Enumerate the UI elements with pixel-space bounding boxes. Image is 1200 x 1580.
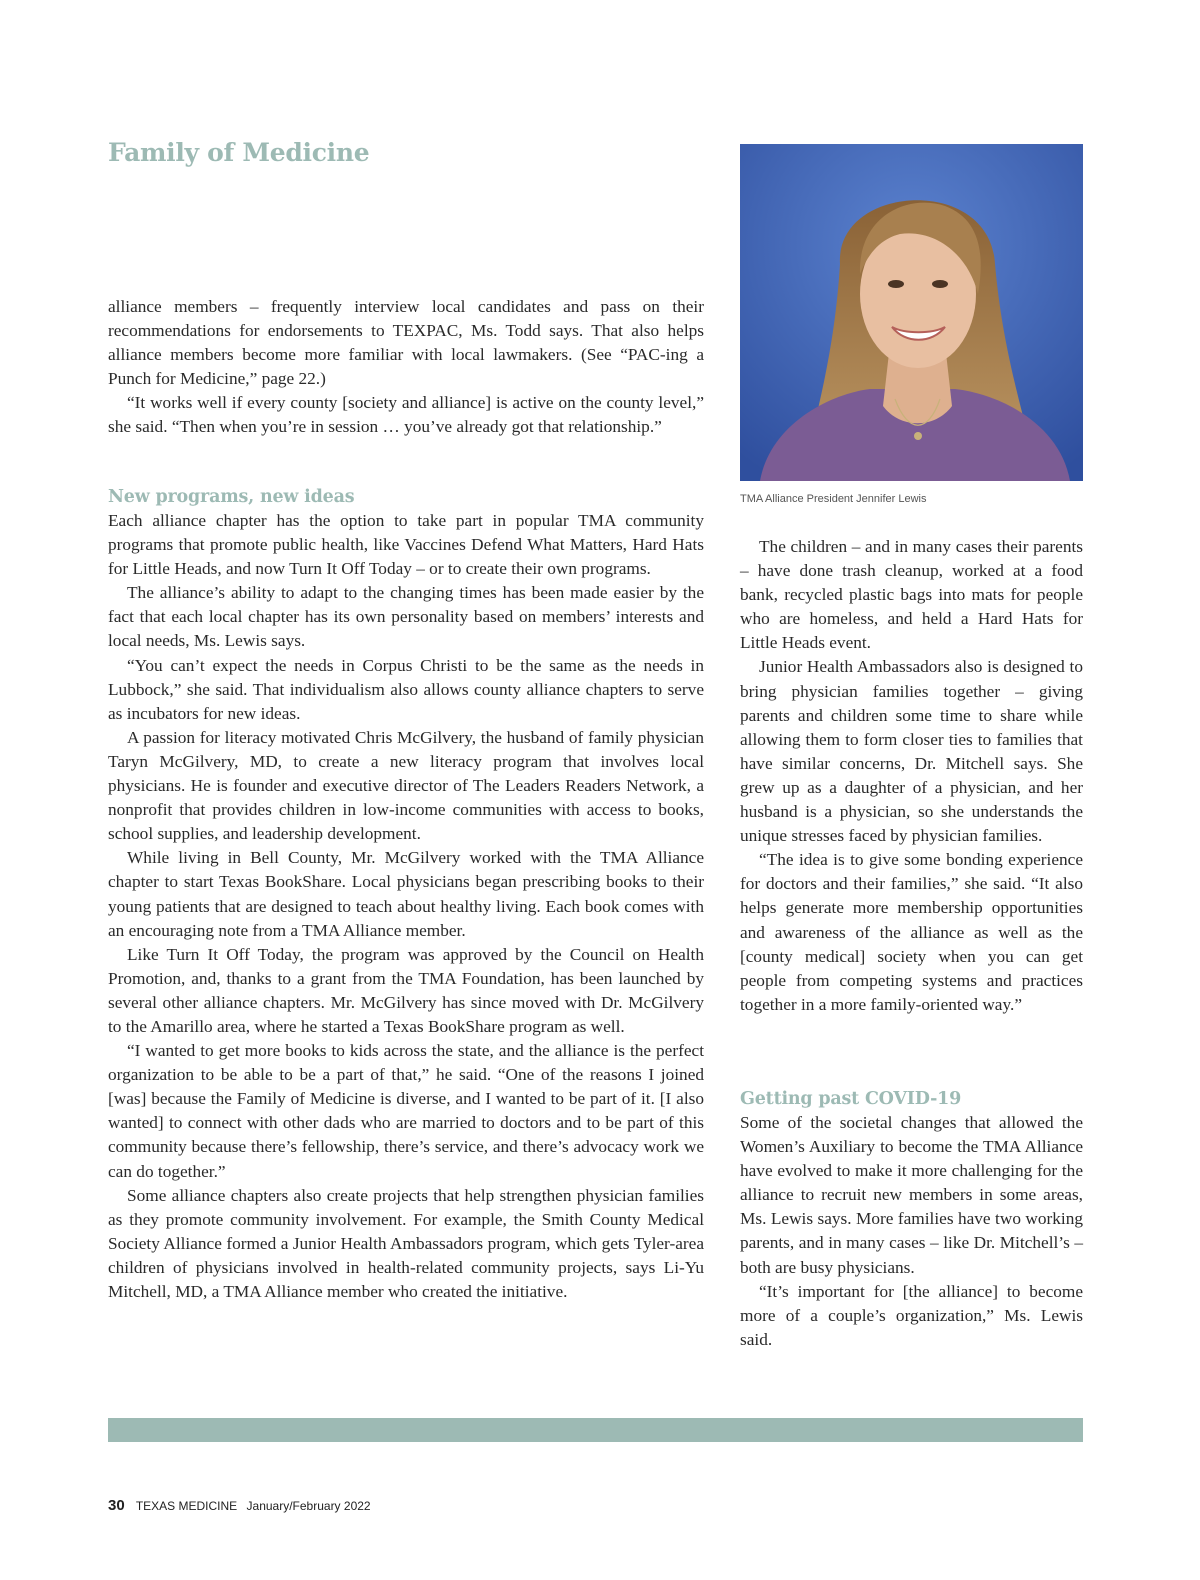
body-paragraph: “You can’t expect the needs in Corpus Christi to be the same as the needs in Lubbock,” she said. That individualism also allows county alliance chapters to serve as incubators for new ideas. — [108, 655, 704, 723]
article-intro — [108, 295, 704, 440]
magazine-name: TEXAS MEDICINE — [135, 1499, 238, 1513]
article-section-covid — [740, 1087, 1083, 1352]
photo-caption: TMA Alliance President Jennifer Lewis — [740, 493, 927, 505]
body-paragraph: “The idea is to give some bonding experience for doctors and their families,” she said. “It also helps generate more membership opportunities and awareness of the alliance as well as the [county medical] society when you can get people from competing systems and practices together in a more family-oriented way.” — [740, 850, 1083, 1014]
body-paragraph: Junior Health Ambassadors also is designed to bring physician families together – giving parents and children some time to share while allowing them to form closer ties to families that have similar concerns, Dr. Mitchell says. She grew up as a daughter of a physician, and her husband is a physician, so she understands the unique stresses faced by physician families. — [740, 657, 1083, 846]
section-heading-new-programs: New programs, new ideas — [108, 487, 355, 507]
page-number: 30 — [108, 1497, 125, 1514]
body-paragraph: Each alliance chapter has the option to take part in popular TMA community programs that promote public health, like Vaccines Defend What Matters, Hard Hats for Little Heads, and now Turn It Off Today – or to create their own programs. — [108, 511, 704, 579]
section-title: Family of Medicine — [108, 138, 370, 167]
body-paragraph: “It’s important for [the alliance] to become more of a couple’s organization,” Ms. Lewis said. — [740, 1281, 1083, 1349]
body-paragraph: Like Turn It Off Today, the program was approved by the Council on Health Promotion, and, thanks to a grant from the TMA Foundation, has been launched by several other alliance chapters. Mr. McGilvery has since moved with Dr. McGilvery to the Amarillo area, where he started a Texas BookShare program as well. — [108, 944, 704, 1036]
body-paragraph: While living in Bell County, Mr. McGilvery worked with the TMA Alliance chapter to start Texas BookShare. Local physicians began prescribing books to their young patients that are designed to teach about healthy living. Each book comes with an encouraging note from a TMA Alliance member. — [108, 848, 704, 940]
intro-paragraph: alliance members – frequently interview local candidates and pass on their recommendations for endorsements to TEXPAC, Ms. Todd says. That also helps alliance members become more familiar with local lawmakers. (See “PAC-ing a Punch for Medicine,” page 22.) — [108, 297, 704, 389]
body-paragraph: Some alliance chapters also create projects that help strengthen physician families as they promote community involvement. For example, the Smith County Medical Society Alliance formed a Junior Health Ambassadors program, which gets Tyler-area children of physicians involved in health-related community projects, says Li-Yu Mitchell, MD, a TMA Alliance member who created the initiative. — [108, 1185, 704, 1301]
body-paragraph: The alliance’s ability to adapt to the changing times has been made easier by the fact that each local chapter has its own personality based on members’ interests and local needs, Ms. Lewis says. — [108, 583, 704, 651]
body-paragraph: Some of the societal changes that allowed the Women’s Auxiliary to become the TMA Alliance have evolved to make it more challenging for the alliance to recruit new members in some areas, Ms. Lewis says. More families have two working parents, and in many cases – like Dr. Mitchell’s – both are busy physicians. — [740, 1113, 1083, 1277]
body-paragraph: “I wanted to get more books to kids across the state, and the alliance is the perfect organization to be able to be a part of that,” he said. “One of the reasons I joined [was] because the Family of Medicine is diverse, and I wanted to be part of it. [I also wanted] to connect with other dads who are married to doctors and to be part of this community because there’s fellowship, there’s service, and there’s advocacy work we can do together.” — [108, 1041, 704, 1181]
footer-accent-bar — [108, 1418, 1083, 1442]
body-paragraph: A passion for literacy motivated Chris McGilvery, the husband of family physician Taryn McGilvery, MD, to create a new literacy program that involves local physicians. He is founder and executive director of The Leaders Readers Network, a nonprofit that provides children in low-income communities with access to books, school supplies, and leadership development. — [108, 727, 704, 844]
issue-date: January/February 2022 — [246, 1499, 371, 1513]
portrait-photo — [740, 144, 1083, 481]
intro-paragraph: “It works well if every county [society and alliance] is active on the county level,” she said. “Then when you’re in session … you’ve already got that relationship.” — [108, 393, 704, 437]
page-footer — [108, 1497, 371, 1514]
section-heading-covid: Getting past COVID-19 — [740, 1089, 962, 1109]
article-section-new-programs — [108, 485, 704, 1304]
article-right-column — [740, 535, 1083, 1017]
body-paragraph: The children – and in many cases their parents – have done trash cleanup, worked at a food bank, recycled plastic bags into mats for people who are homeless, and held a Hard Hats for Little Heads event. — [740, 537, 1083, 653]
portrait-illustration — [740, 144, 1083, 481]
